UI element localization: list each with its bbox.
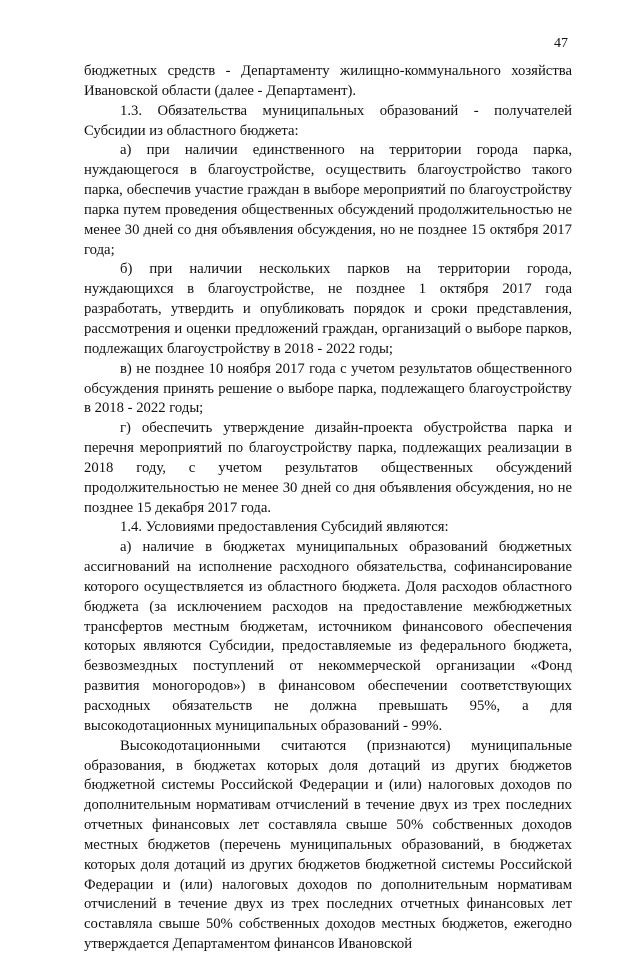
paragraph-section-1-4: 1.4. Условиями предоставления Субсидий являются: <box>120 519 449 536</box>
paragraph-high-subsidy-definition: Высокодотационными считаются (признаются) муниципальные образования, в бюджетах которых доля дотаций из других бюджетов бюджетной системы Российской Федерации и (или) налоговых доходов по дополнительным нормативам отчислений в течение двух из трех последних отчетных финансовых лет составляла свыше 50% собственных доходов местных бюджетов (перечень муниципальных образований, в бюджетах которых доля дотаций из других бюджетов бюджетной системы Российской Федерации и (или) налоговых доходов по дополнительным нормативам отчислений в течение двух из трех последних отчетных финансовых лет составляла свыше 50% собственных доходов местных бюджетов, ежегодно утверждается Департаментом финансов Ивановской <box>84 737 572 953</box>
paragraph-item-g: г) обеспечить утверждение дизайн-проекта обустройства парка и перечня мероприятий по благоустройству парка, подлежащих реализации в 2018 году, с учетом результатов общественных обсуждений продолжительностью не менее 30 дней со дня объявления обсуждения, но не позднее 15 декабря 2017 года. <box>84 420 572 516</box>
paragraph-item-b: б) при наличии нескольких парков на территории города, нуждающихся в благоустройстве, не позднее 1 октября 2017 года разработать, утвердить и опубликовать порядок и сроки представления, рассмотрения и оценки предложений граждан, организаций о выборе парков, подлежащих благоустройству в 2018 - 2022 годы; <box>84 261 572 357</box>
paragraph-continuation: бюджетных средств - Департаменту жилищно-коммунального хозяйства Ивановской области (далее - Департамент). <box>84 63 572 99</box>
paragraph-item-v: в) не позднее 10 ноября 2017 года с учетом результатов общественного обсуждения принять решение о выборе парка, подлежащего благоустройству в 2018 - 2022 годы; <box>84 360 572 417</box>
paragraph-condition-a: а) наличие в бюджетах муниципальных образований бюджетных ассигнований на исполнение расходного обязательства, софинансирование которого осуществляется из областного бюджета. Доля расходов областного бюджета (за исключением расходов на предоставление межбюджетных трансфертов местным бюджетам, источником финансового обеспечения которых являются Субсидии, предоставляемые из федерального бюджета, безвозмездных поступлений от некоммерческой организации «Фонд развития моногородов») в финансовом обеспечении соответствующих расходных обязательств не должна превышать 95%, а для высокодотационных муниципальных образований - 99%. <box>84 539 572 734</box>
paragraph-section-1-3: 1.3. Обязательства муниципальных образований - получателей Субсидии из областного бюджета: <box>84 102 572 139</box>
paragraph-item-a: а) при наличии единственного на территории города парка, нуждающегося в благоустройстве, осуществить благоустройство такого парка, обеспечив участие граждан в выборе мероприятий по благоустройству парка путем проведения общественных обсуждений продолжительностью не менее 30 дней со дня объявления обсуждения, но не позднее 15 октября 2017 года; <box>84 142 572 258</box>
page-number: 47 <box>554 36 568 51</box>
document-body <box>84 62 572 955</box>
